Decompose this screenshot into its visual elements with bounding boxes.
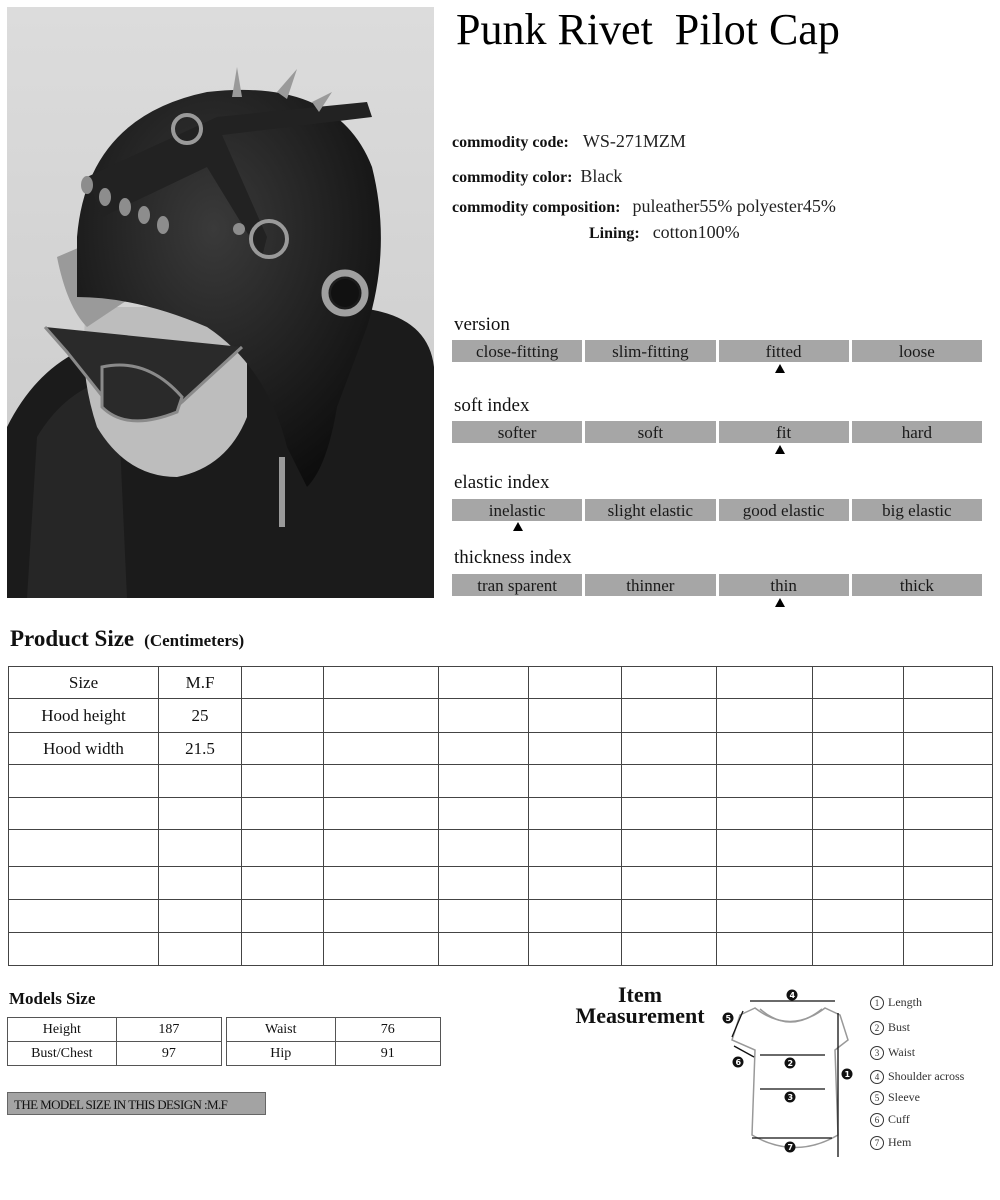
product-size-title: Product Size xyxy=(10,626,135,651)
svg-text:2: 2 xyxy=(787,1059,794,1068)
legend-item-length xyxy=(870,995,922,1010)
soft-index-title: soft index xyxy=(454,395,530,416)
product-size-cell xyxy=(622,733,717,765)
legend-label-shoulder-across: Shoulder across xyxy=(888,1069,965,1083)
legend-item-bust xyxy=(870,1020,910,1035)
product-size-cell xyxy=(717,867,813,900)
commodity-code-label: commodity code: xyxy=(452,134,569,151)
product-size-cell xyxy=(717,733,813,765)
lining-label: Lining: xyxy=(589,225,640,242)
product-size-cell xyxy=(159,798,242,830)
product-size-cell xyxy=(904,798,993,830)
model-bust-label: Bust/Chest xyxy=(8,1042,117,1066)
product-size-cell xyxy=(622,765,717,798)
model-waist-label: Waist xyxy=(227,1018,336,1042)
product-size-cell xyxy=(904,699,993,733)
product-size-cell xyxy=(622,867,717,900)
product-size-cell xyxy=(622,667,717,699)
commodity-color-row xyxy=(452,166,622,187)
svg-text:6: 6 xyxy=(735,1058,742,1067)
product-size-cell xyxy=(622,933,717,966)
version-selected-arrow-icon xyxy=(775,364,785,373)
legend-item-sleeve xyxy=(870,1090,920,1105)
product-size-cell xyxy=(717,933,813,966)
product-size-cell xyxy=(439,798,529,830)
legend-label-waist: Waist xyxy=(888,1045,916,1059)
elastic-option-good-elastic: good elastic xyxy=(719,499,849,521)
product-size-cell xyxy=(324,867,439,900)
product-size-cell xyxy=(159,830,242,867)
legend-num-3: 3 xyxy=(870,1046,884,1060)
thickness-option-transparent: tran sparent xyxy=(452,574,582,596)
product-size-cell xyxy=(324,667,439,699)
legend-num-7: 7 xyxy=(870,1136,884,1150)
product-size-row xyxy=(9,867,993,900)
svg-text:3: 3 xyxy=(787,1093,794,1102)
version-scale xyxy=(452,340,982,362)
thickness-index-scale xyxy=(452,574,982,596)
elastic-index-scale xyxy=(452,499,982,521)
elastic-index-title: elastic index xyxy=(454,472,550,493)
model-row-bust xyxy=(8,1042,222,1066)
product-size-cell xyxy=(717,798,813,830)
models-size-table-left xyxy=(7,1017,222,1066)
product-size-cell xyxy=(324,699,439,733)
commodity-composition-value: puleather55% polyester45% xyxy=(632,196,836,216)
legend-num-4: 4 xyxy=(870,1070,884,1084)
product-size-cell xyxy=(529,667,622,699)
product-size-cell xyxy=(242,798,324,830)
model-row-waist xyxy=(227,1018,441,1042)
product-size-cell: 25 xyxy=(159,699,242,733)
svg-text:4: 4 xyxy=(789,991,796,1000)
product-size-cell xyxy=(717,765,813,798)
product-size-cell xyxy=(904,733,993,765)
legend-item-hem xyxy=(870,1135,911,1150)
product-size-cell xyxy=(813,699,904,733)
model-height-value: 187 xyxy=(116,1018,221,1042)
model-hip-value: 91 xyxy=(335,1042,440,1066)
model-bust-value: 97 xyxy=(116,1042,221,1066)
legend-num-6: 6 xyxy=(870,1113,884,1127)
commodity-color-label: commodity color: xyxy=(452,169,573,186)
product-size-cell xyxy=(439,733,529,765)
lining-row xyxy=(589,222,740,243)
legend-label-cuff: Cuff xyxy=(888,1112,910,1126)
product-size-cell xyxy=(324,933,439,966)
svg-text:1: 1 xyxy=(844,1070,851,1079)
product-size-cell xyxy=(529,765,622,798)
model-row-height xyxy=(8,1018,222,1042)
soft-option-softer: softer xyxy=(452,421,582,443)
model-hip-label: Hip xyxy=(227,1042,336,1066)
model-height-label: Height xyxy=(8,1018,117,1042)
product-size-cell xyxy=(439,765,529,798)
elastic-option-inelastic: inelastic xyxy=(452,499,582,521)
product-size-cell xyxy=(9,765,159,798)
product-size-cell xyxy=(242,667,324,699)
product-photo xyxy=(7,7,434,598)
commodity-composition-label: commodity composition: xyxy=(452,199,621,216)
legend-label-bust: Bust xyxy=(888,1020,911,1034)
product-size-cell xyxy=(622,699,717,733)
thickness-selected-arrow-icon xyxy=(775,598,785,607)
product-size-row xyxy=(9,699,993,733)
product-size-row xyxy=(9,900,993,933)
product-size-cell xyxy=(159,900,242,933)
version-title: version xyxy=(454,314,510,335)
product-size-cell xyxy=(717,830,813,867)
version-option-slim-fitting: slim-fitting xyxy=(585,340,715,362)
product-size-cell xyxy=(439,699,529,733)
product-size-cell xyxy=(439,830,529,867)
legend-label-length: Length xyxy=(888,995,922,1009)
legend-label-sleeve: Sleeve xyxy=(888,1090,920,1104)
commodity-code-row xyxy=(452,131,686,152)
product-size-cell xyxy=(242,699,324,733)
product-size-cell: M.F xyxy=(159,667,242,699)
thickness-option-thinner: thinner xyxy=(585,574,715,596)
legend-item-waist xyxy=(870,1045,915,1060)
soft-selected-arrow-icon xyxy=(775,445,785,454)
product-size-cell xyxy=(622,900,717,933)
product-size-cell xyxy=(324,765,439,798)
elastic-option-big-elastic: big elastic xyxy=(852,499,982,521)
product-size-cell xyxy=(242,733,324,765)
product-size-cell xyxy=(813,900,904,933)
product-size-cell xyxy=(904,900,993,933)
version-option-loose: loose xyxy=(852,340,982,362)
commodity-composition-row xyxy=(452,196,836,217)
product-size-cell xyxy=(904,830,993,867)
commodity-code-value: WS-271MZM xyxy=(582,131,686,151)
version-option-close-fitting: close-fitting xyxy=(452,340,582,362)
model-size-banner: THE MODEL SIZE IN THIS DESIGN :M.F xyxy=(7,1092,266,1115)
product-size-cell xyxy=(159,765,242,798)
product-size-table xyxy=(8,666,993,966)
legend-item-cuff xyxy=(870,1112,910,1127)
product-size-cell xyxy=(529,933,622,966)
model-waist-value: 76 xyxy=(335,1018,440,1042)
product-size-cell xyxy=(242,933,324,966)
product-size-cell xyxy=(622,798,717,830)
product-size-cell xyxy=(904,933,993,966)
product-size-cell: 21.5 xyxy=(159,733,242,765)
product-size-cell xyxy=(529,798,622,830)
product-size-cell xyxy=(813,667,904,699)
product-size-cell: Hood height xyxy=(9,699,159,733)
legend-label-hem: Hem xyxy=(888,1135,912,1149)
model-row-hip xyxy=(227,1042,441,1066)
product-size-cell xyxy=(439,667,529,699)
product-size-cell xyxy=(813,933,904,966)
product-size-cell: Size xyxy=(9,667,159,699)
product-size-cell xyxy=(439,900,529,933)
product-size-cell xyxy=(439,933,529,966)
product-size-cell xyxy=(529,733,622,765)
product-size-cell xyxy=(904,667,993,699)
product-size-cell xyxy=(242,765,324,798)
product-size-cell xyxy=(242,900,324,933)
svg-text:5: 5 xyxy=(725,1014,732,1023)
commodity-color-value: Black xyxy=(580,166,623,186)
product-size-unit: (Centimeters) xyxy=(144,631,245,650)
product-size-cell xyxy=(717,699,813,733)
soft-option-fit: fit xyxy=(719,421,849,443)
svg-text:7: 7 xyxy=(787,1143,794,1152)
product-size-cell xyxy=(9,798,159,830)
product-size-cell xyxy=(324,900,439,933)
product-size-cell: Hood width xyxy=(9,733,159,765)
soft-index-scale xyxy=(452,421,982,443)
legend-num-5: 5 xyxy=(870,1091,884,1105)
product-size-cell xyxy=(324,830,439,867)
product-size-cell xyxy=(324,798,439,830)
product-size-cell xyxy=(439,867,529,900)
product-size-cell xyxy=(159,933,242,966)
item-measurement-title xyxy=(560,984,720,1026)
product-size-cell xyxy=(242,867,324,900)
product-size-cell xyxy=(813,733,904,765)
product-size-cell xyxy=(9,830,159,867)
product-size-cell xyxy=(529,830,622,867)
legend-num-1: 1 xyxy=(870,996,884,1010)
product-size-cell xyxy=(9,900,159,933)
product-size-cell xyxy=(717,667,813,699)
item-measurement-title-line1: Item xyxy=(618,982,662,1007)
product-size-cell xyxy=(9,867,159,900)
thickness-option-thick: thick xyxy=(852,574,982,596)
product-size-heading xyxy=(10,626,244,652)
thickness-index-title: thickness index xyxy=(454,547,572,568)
product-size-row xyxy=(9,830,993,867)
product-size-cell xyxy=(159,867,242,900)
legend-item-shoulder-across xyxy=(870,1069,964,1084)
product-size-cell xyxy=(622,830,717,867)
product-size-cell xyxy=(324,733,439,765)
product-size-cell xyxy=(813,867,904,900)
elastic-option-slight-elastic: slight elastic xyxy=(585,499,715,521)
product-size-cell xyxy=(529,699,622,733)
elastic-selected-arrow-icon xyxy=(513,522,523,531)
product-size-cell xyxy=(904,867,993,900)
soft-option-soft: soft xyxy=(585,421,715,443)
product-size-cell xyxy=(242,830,324,867)
product-size-row xyxy=(9,798,993,830)
product-size-cell xyxy=(904,765,993,798)
product-size-cell xyxy=(529,867,622,900)
lining-value: cotton100% xyxy=(652,222,740,242)
legend-num-2: 2 xyxy=(870,1021,884,1035)
product-title: Punk Rivet Pilot Cap xyxy=(456,5,840,54)
models-size-table-right xyxy=(226,1017,441,1066)
product-size-cell xyxy=(9,933,159,966)
product-size-row xyxy=(9,733,993,765)
product-size-row xyxy=(9,667,993,699)
product-size-cell xyxy=(529,900,622,933)
tshirt-measurement-diagram-icon xyxy=(720,985,870,1170)
product-size-row xyxy=(9,933,993,966)
product-size-cell xyxy=(813,798,904,830)
item-measurement-title-line2: Measurement xyxy=(575,1003,705,1028)
product-size-cell xyxy=(717,900,813,933)
product-size-row xyxy=(9,765,993,798)
version-option-fitted: fitted xyxy=(719,340,849,362)
thickness-option-thin: thin xyxy=(719,574,849,596)
product-size-cell xyxy=(813,765,904,798)
product-size-cell xyxy=(813,830,904,867)
models-size-title: Models Size xyxy=(9,989,96,1008)
soft-option-hard: hard xyxy=(852,421,982,443)
